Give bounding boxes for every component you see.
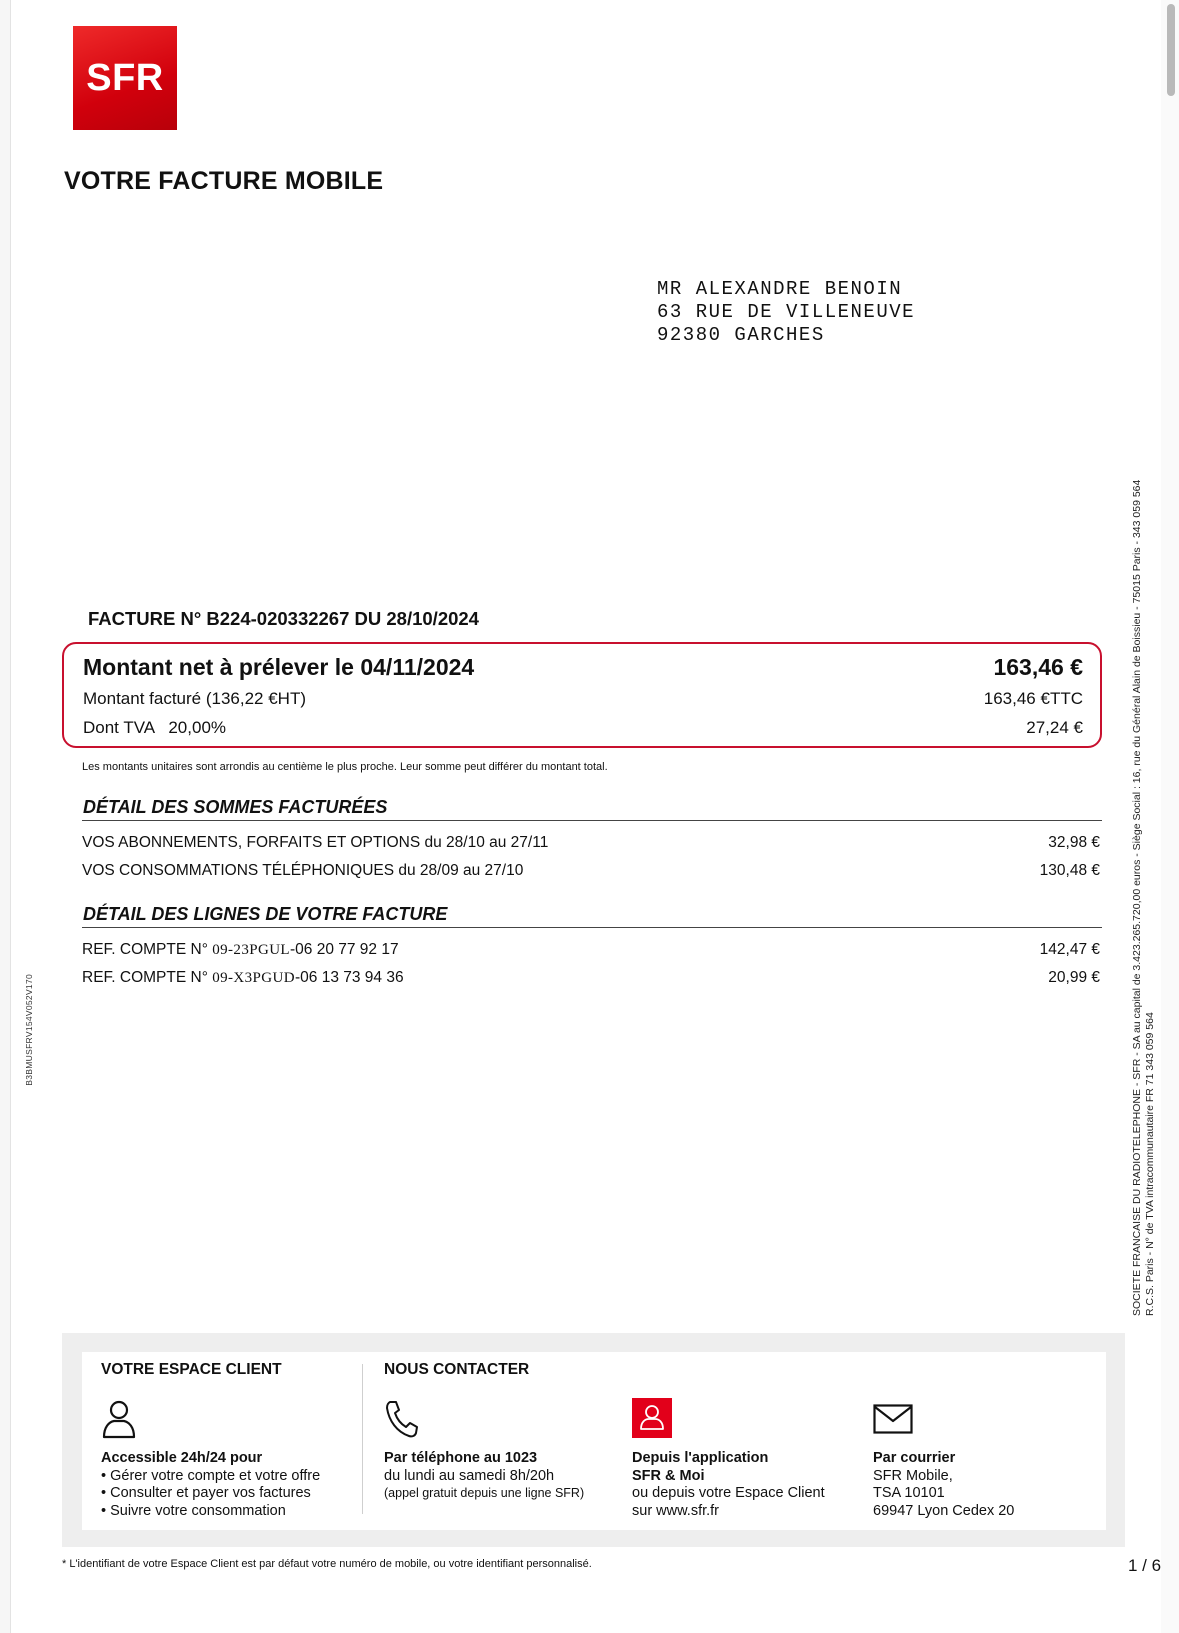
sums-section-title: DÉTAIL DES SOMMES FACTURÉES <box>83 797 388 817</box>
client-space-text <box>101 1450 320 1520</box>
account-line-value: 142,47 € <box>1039 941 1100 958</box>
account-ref-prefix: REF. COMPTE N° <box>82 969 213 986</box>
account-ref-code: 09-23PGUL <box>212 942 290 958</box>
account-ref-phone: -06 13 73 94 36 <box>295 969 404 986</box>
amount-billed-label: Montant facturé (136,22 €HT) <box>83 689 307 708</box>
account-ref-code: 09-X3PGUD <box>212 970 295 986</box>
sfr-logo <box>73 26 177 130</box>
contact-app-text <box>632 1450 825 1520</box>
envelope-icon <box>873 1404 913 1434</box>
sum-item-label: VOS ABONNEMENTS, FORFAITS ET OPTIONS du 28/10 au 27/11 <box>82 834 549 851</box>
contact-mail-text <box>873 1450 1014 1520</box>
amount-main-label: Montant net à prélever le 04/11/2024 <box>83 654 475 680</box>
contact-heading: NOUS CONTACTER <box>384 1361 530 1378</box>
page-title: VOTRE FACTURE MOBILE <box>64 167 384 195</box>
footnote: * L'identifiant de votre Espace Client est par défaut votre numéro de mobile, ou votre identifiant personnalisé. <box>62 1558 592 1570</box>
phone-note: (appel gratuit depuis une ligne SFR) <box>384 1486 585 1500</box>
page-left-edge <box>0 0 11 1633</box>
mail-line: 69947 Lyon Cedex 20 <box>873 1502 1015 1519</box>
document-code: B3BMUSFRV154V052V170 <box>24 974 34 1086</box>
client-space-bullet: • Gérer votre compte et votre offre <box>101 1467 321 1484</box>
client-space-bullet: • Consulter et payer vos factures <box>101 1485 311 1501</box>
user-icon <box>101 1399 137 1439</box>
scrollbar-thumb[interactable] <box>1167 4 1175 96</box>
sum-item <box>82 834 1100 852</box>
app-website[interactable]: sur www.sfr.fr <box>632 1502 720 1519</box>
recipient-address <box>657 278 915 347</box>
client-space-bullet: • Suivre votre consommation <box>101 1502 286 1519</box>
app-alt: ou depuis votre Espace Client <box>632 1485 825 1501</box>
recipient-street: 63 RUE DE VILLENEUVE <box>657 301 916 323</box>
footer-divider <box>362 1364 363 1514</box>
app-user-icon <box>632 1398 672 1438</box>
account-ref-phone: -06 20 77 92 17 <box>289 941 399 958</box>
client-space-heading: VOTRE ESPACE CLIENT <box>101 1361 282 1378</box>
amount-main-value: 163,46 € <box>993 654 1083 680</box>
amount-vat-label: Dont TVA 20,00% <box>83 718 227 737</box>
amount-billed-row <box>83 689 1083 709</box>
amount-vat-row <box>83 718 1083 738</box>
amount-vat-value: 27,24 € <box>1026 718 1083 737</box>
page-indicator: 1 / 6 <box>1128 1556 1162 1575</box>
logo-text: SFR <box>86 56 164 99</box>
app-title: Depuis l'application <box>632 1450 769 1466</box>
rounding-note: Les montants unitaires sont arrondis au centième le plus proche. Leur somme peut différer du montant total. <box>82 761 608 773</box>
phone-title: Par téléphone au 1023 <box>384 1450 538 1466</box>
contact-phone-text <box>384 1450 584 1503</box>
recipient-city: 92380 GARCHES <box>657 324 825 346</box>
footer-card <box>82 1352 1106 1530</box>
account-line-label <box>82 941 399 959</box>
amount-main-row <box>83 654 1083 681</box>
phone-hours: du lundi au samedi 8h/20h <box>384 1467 555 1484</box>
account-line-label <box>82 969 404 987</box>
amount-summary-box <box>62 642 1102 748</box>
account-ref-prefix: REF. COMPTE N° <box>82 941 213 958</box>
lines-section-title: DÉTAIL DES LIGNES DE VOTRE FACTURE <box>83 904 448 924</box>
sum-item-value: 130,48 € <box>1039 862 1100 879</box>
sums-section-divider <box>82 820 1102 821</box>
invoice-number: FACTURE N° B224-020332267 DU 28/10/2024 <box>88 608 479 629</box>
amount-billed-value: 163,46 €TTC <box>983 689 1083 708</box>
lines-section-divider <box>82 927 1102 928</box>
phone-icon <box>384 1399 418 1439</box>
mail-line: SFR Mobile, <box>873 1467 953 1484</box>
account-line-item <box>82 941 1100 959</box>
sum-item-label: VOS CONSOMMATIONS TÉLÉPHONIQUES du 28/09 au 27/10 <box>82 862 524 879</box>
app-name: SFR & Moi <box>632 1467 705 1484</box>
client-space-title: Accessible 24h/24 pour <box>101 1450 263 1466</box>
mail-line: TSA 10101 <box>873 1485 945 1501</box>
recipient-name: MR ALEXANDRE BENOIN <box>657 278 903 300</box>
mail-title: Par courrier <box>873 1450 956 1466</box>
scrollbar[interactable] <box>1161 0 1179 1633</box>
sum-item <box>82 862 1100 880</box>
account-line-item <box>82 969 1100 987</box>
account-line-value: 20,99 € <box>1048 969 1100 986</box>
legal-mention: SOCIETE FRANCAISE DU RADIOTELEPHONE - SFR - SA au capital de 3.423.265.720,00 euros - Siège Social : 16, rue du Général Alain de Boissieu - 75015 Paris - 343 059 564 R.C.S. Paris - N° de TVA intracommunautaire FR 71 343 059 564 <box>1131 479 1156 1316</box>
sum-item-value: 32,98 € <box>1048 834 1100 851</box>
